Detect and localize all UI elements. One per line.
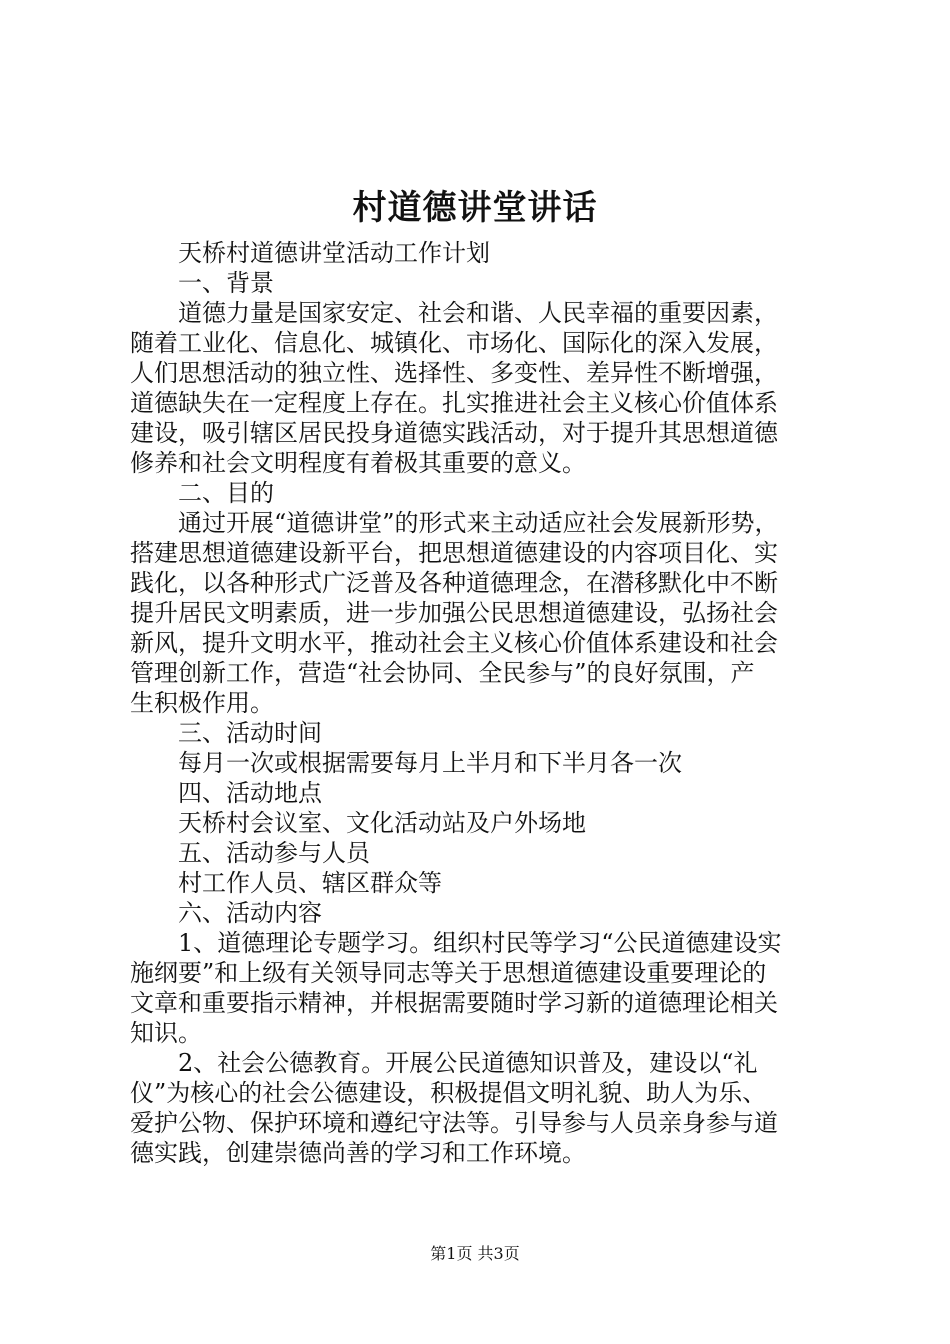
body-line: 践化，以各种形式广泛普及各种道德理念，在潜移默化中不断 xyxy=(130,569,778,597)
body-line: 四、活动地点 xyxy=(178,779,322,807)
body-line: 知识。 xyxy=(130,1019,202,1047)
body-line: 德实践，创建崇德尚善的学习和工作环境。 xyxy=(130,1139,586,1167)
body-line: 天桥村会议室、文化活动站及户外场地 xyxy=(178,809,586,837)
body-line: 文章和重要指示精神，并根据需要随时学习新的道德理论相关 xyxy=(130,989,778,1017)
body-line: 管理创新工作，营造“社会协同、全民参与”的良好氛围，产 xyxy=(130,659,755,687)
body-line: 六、活动内容 xyxy=(178,899,322,927)
body-line: 仪”为核心的社会公德建设，积极提倡文明礼貌、助人为乐、 xyxy=(130,1079,767,1107)
body-line: 爱护公物、保护环境和遵纪守法等。引导参与人员亲身参与道 xyxy=(130,1109,778,1137)
body-line: 提升居民文明素质，进一步加强公民思想道德建设，弘扬社会 xyxy=(130,599,778,627)
document-body xyxy=(130,238,830,1168)
body-line: 2、社会公德教育。开展公民道德知识普及，建设以“礼 xyxy=(178,1049,758,1077)
body-line: 施纲要”和上级有关领导同志等关于思想道德建设重要理论的 xyxy=(130,959,767,987)
body-line: 二、目的 xyxy=(178,479,274,507)
body-line: 随着工业化、信息化、城镇化、市场化、国际化的深入发展， xyxy=(130,329,778,357)
body-line: 道德力量是国家安定、社会和谐、人民幸福的重要因素， xyxy=(178,299,778,327)
body-line: 建设，吸引辖区居民投身道德实践活动，对于提升其思想道德 xyxy=(130,419,778,447)
body-line: 人们思想活动的独立性、选择性、多变性、差异性不断增强， xyxy=(130,359,778,387)
body-line: 五、活动参与人员 xyxy=(178,839,370,867)
body-line: 每月一次或根据需要每月上半月和下半月各一次 xyxy=(178,749,682,777)
document-title: 村道德讲堂讲话 xyxy=(352,188,598,228)
body-line: 村工作人员、辖区群众等 xyxy=(178,869,442,897)
body-line: 搭建思想道德建设新平台，把思想道德建设的内容项目化、实 xyxy=(130,539,778,567)
body-line: 修养和社会文明程度有着极其重要的意义。 xyxy=(130,449,586,477)
body-line: 天桥村道德讲堂活动工作计划 xyxy=(178,239,490,267)
body-line: 新风，提升文明水平，推动社会主义核心价值体系建设和社会 xyxy=(130,629,778,657)
body-line: 道德缺失在一定程度上存在。扎实推进社会主义核心价值体系 xyxy=(130,389,778,417)
body-line: 1、道德理论专题学习。组织村民等学习“公民道德建设实 xyxy=(178,929,782,957)
body-line: 生积极作用。 xyxy=(130,689,274,717)
body-line: 三、活动时间 xyxy=(178,719,322,747)
body-line: 通过开展“道德讲堂”的形式来主动适应社会发展新形势， xyxy=(178,509,779,537)
body-line: 一、背景 xyxy=(178,269,274,297)
page-footer: 第1页 共3页 xyxy=(430,1244,520,1263)
